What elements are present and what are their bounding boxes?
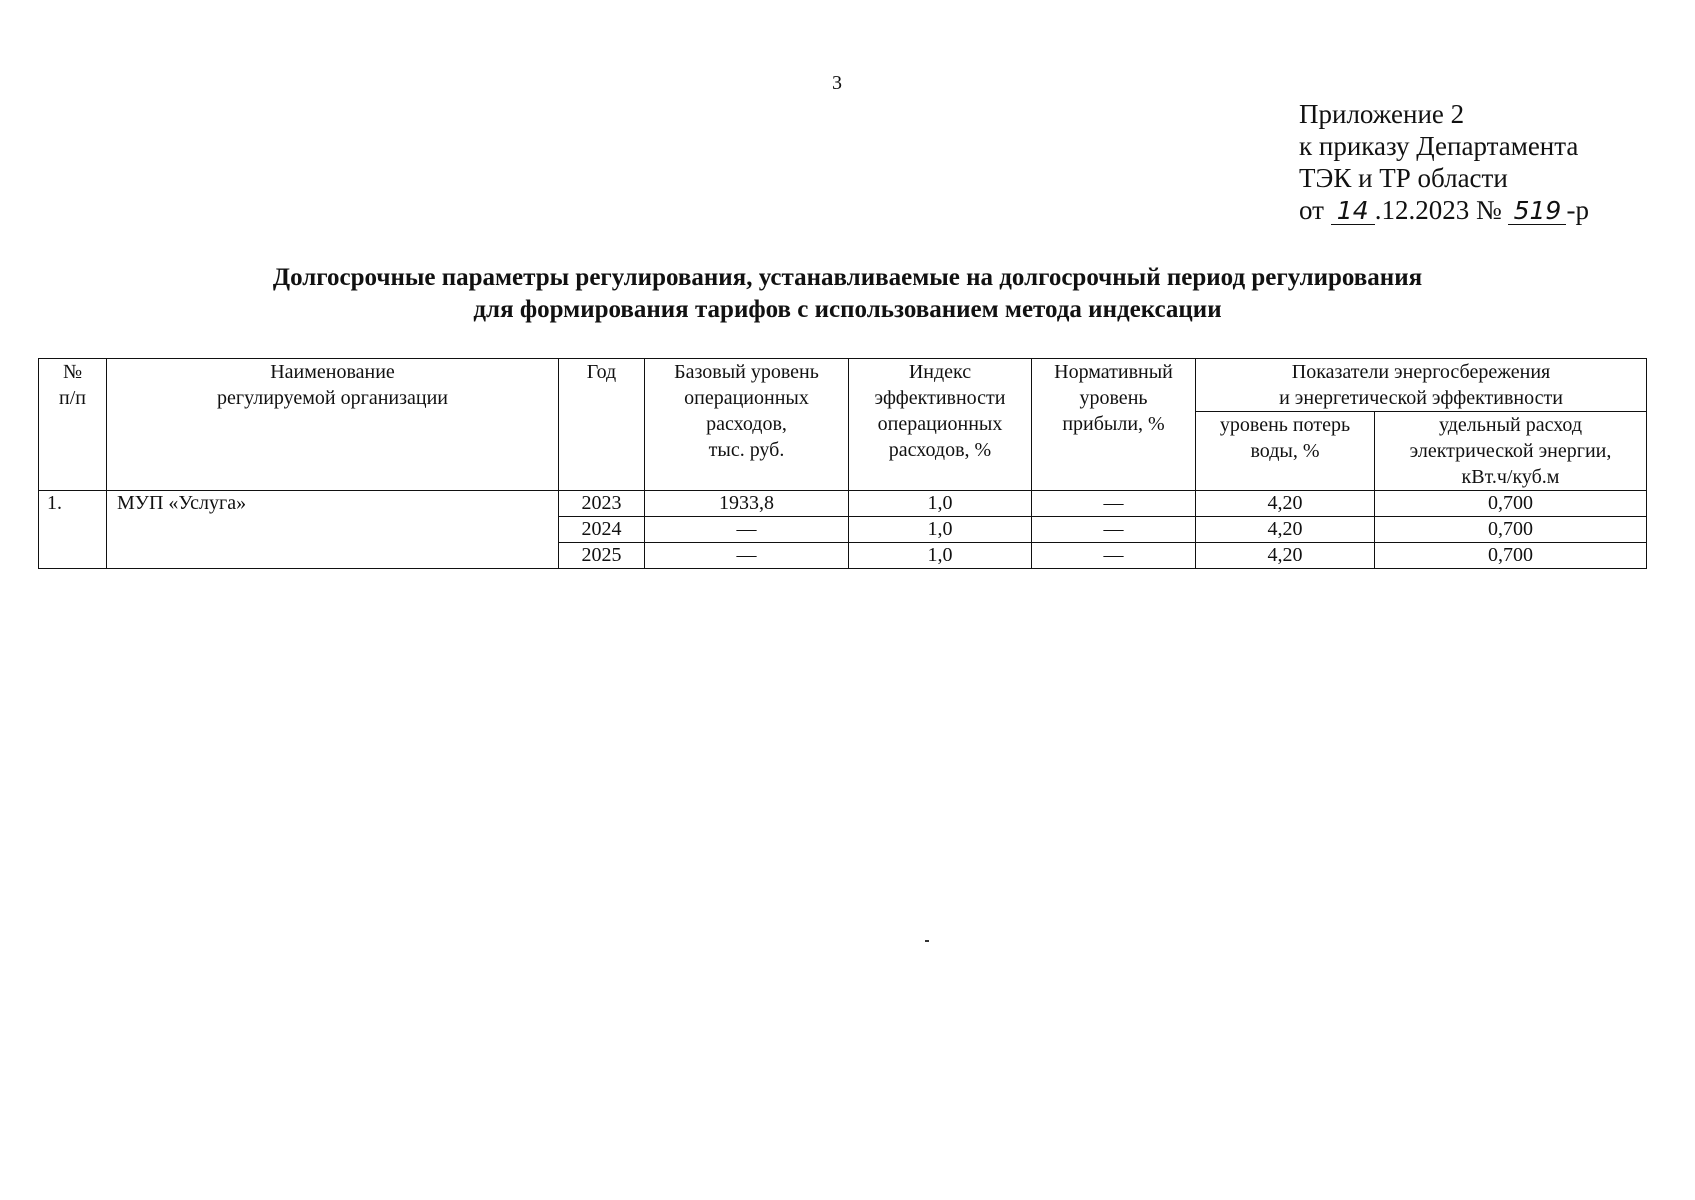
regulation-parameters-table (38, 358, 1647, 569)
cell-specific-consumption: 0,700 (1375, 543, 1647, 569)
cell-year: 2024 (559, 517, 645, 543)
appendix-line-1: Приложение 2 (1299, 99, 1465, 129)
header-profit-level: Нормативный уровень прибыли, % (1032, 359, 1196, 491)
header-energy-indicators: Показатели энергосбережения и энергетической эффективности (1196, 359, 1647, 412)
cell-specific-consumption: 0,700 (1375, 491, 1647, 517)
cell-year: 2023 (559, 491, 645, 517)
order-date-prefix: от (1299, 195, 1324, 225)
row-number: 1. (39, 491, 107, 569)
cell-efficiency-index: 1,0 (849, 543, 1032, 569)
cell-profit-level: — (1032, 517, 1196, 543)
cell-base-expenses: — (645, 517, 849, 543)
header-year: Год (559, 359, 645, 491)
cell-efficiency-index: 1,0 (849, 517, 1032, 543)
cell-year: 2025 (559, 543, 645, 569)
table-row (39, 491, 1647, 517)
order-date-rest: .12.2023 № (1374, 195, 1502, 225)
header-base-expenses: Базовый уровень операционных расходов, тыс. руб. (645, 359, 849, 491)
appendix-order-date-line (1299, 194, 1589, 226)
scan-speck (925, 940, 929, 942)
organization-name: МУП «Услуга» (107, 491, 559, 569)
title-line-2: для формирования тарифов с использованием метода индексации (473, 296, 1222, 323)
page-number: 3 (832, 72, 842, 94)
header-specific-consumption: удельный расход электрической энергии, кВт.ч/куб.м (1375, 412, 1647, 491)
header-efficiency-index: Индекс эффективности операционных расходов, % (849, 359, 1032, 491)
appendix-header (1299, 98, 1589, 226)
order-day-handwritten: 14 (1331, 198, 1375, 225)
cell-water-loss: 4,20 (1196, 491, 1375, 517)
header-water-loss: уровень потерь воды, % (1196, 412, 1375, 491)
header-number: № п/п (39, 359, 107, 491)
cell-profit-level: — (1032, 543, 1196, 569)
cell-base-expenses: 1933,8 (645, 491, 849, 517)
document-title (0, 262, 1695, 326)
cell-base-expenses: — (645, 543, 849, 569)
order-number-suffix: -р (1566, 195, 1589, 225)
cell-efficiency-index: 1,0 (849, 491, 1032, 517)
cell-water-loss: 4,20 (1196, 517, 1375, 543)
title-line-1: Долгосрочные параметры регулирования, устанавливаемые на долгосрочный период регулирования (272, 264, 1423, 291)
cell-specific-consumption: 0,700 (1375, 517, 1647, 543)
order-number-handwritten: 519 (1508, 198, 1566, 225)
appendix-line-2: к приказу Департамента (1299, 131, 1579, 161)
header-organization: Наименование регулируемой организации (107, 359, 559, 491)
cell-profit-level: — (1032, 491, 1196, 517)
cell-water-loss: 4,20 (1196, 543, 1375, 569)
appendix-line-3: ТЭК и ТР области (1299, 163, 1508, 193)
